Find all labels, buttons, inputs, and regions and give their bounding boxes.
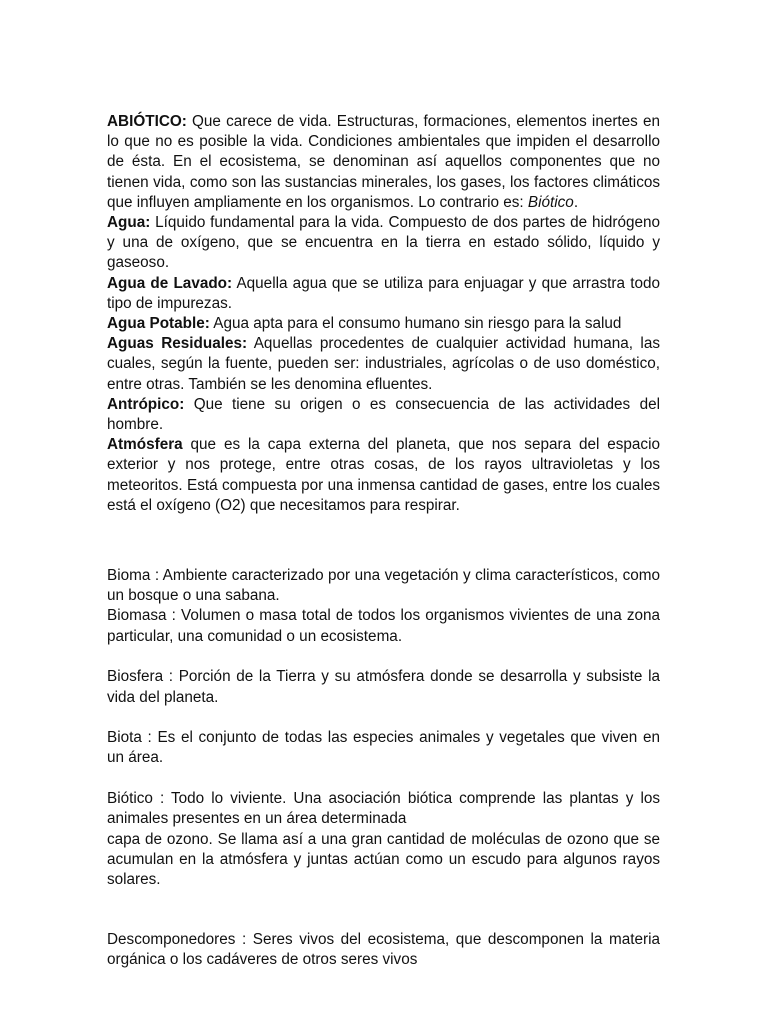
term-antropico: Antrópico: [107,395,185,413]
document-page [107,112,660,971]
spacer [107,708,660,729]
entry-bioma: Bioma : Ambiente caracterizado por una vegetación y clima característicos, como un bosque o una sabana. [107,567,660,605]
definition-agua-de-lavado: Aquella agua que se utiliza para enjuagar y que arrastra todo tipo de impurezas. [107,274,660,312]
term-abiotico: ABIÓTICO: [107,113,187,130]
definition-abiotico: Que carece de vida. Estructuras, formaciones, elementos inertes en lo que no es posible la vida. Condiciones ambientales que impiden el desarrollo de ésta. En el ecosistema, se denominan así aquellos componentes que no tienen vida, como son las sustancias minerales, los gases, los factores climáticos que influyen ampliamente en los organismos. Lo contrario es: [107,113,660,211]
entry-capa-de-ozono: capa de ozono. Se llama así a una gran cantidad de moléculas de ozono que se acumulan en la atmósfera y juntas actúan como un escudo para algunos rayos solares. [107,830,660,888]
definition-agua-potable: Agua apta para el consumo humano sin riesgo para la salud [209,315,622,333]
entry-biota: Biota : Es el conjunto de todas las especies animales y vegetales que viven en un área. [107,729,660,767]
spacer [107,647,660,668]
definition-agua: Líquido fundamental para la vida. Compuesto de dos partes de hidrógeno y una de oxígeno, que se encuentra en la tierra en estado sólido, líquido y gaseoso. [107,214,660,272]
definition-atmosfera: que es la capa externa del planeta, que nos separa del espacio exterior y nos protege, entre otras cosas, de los rayos ultravioletas y los meteoritos. Está compuesta por una inmensa cantidad de gases, entre los cuales está el oxígeno (O2) que necesitamos para respirar. [107,436,660,514]
term-agua-potable: Agua Potable: [107,315,210,333]
term-aguas-residuales: Aguas Residuales: [107,335,248,353]
term-agua-de-lavado: Agua de Lavado: [107,274,233,292]
entry-agua-potable [107,314,660,334]
entry-biotico: Biótico : Todo lo viviente. Una asociación biótica comprende las plantas y los animales presentes en un área determinada [107,790,660,828]
spacer [107,769,660,790]
term-agua: Agua: [107,214,151,232]
term-atmosfera: Atmósfera [107,436,183,454]
entry-abiotico [107,112,660,213]
entry-biosfera: Biosfera : Porción de la Tierra y su atmósfera donde se desarrolla y subsiste la vida del planeta. [107,668,660,706]
entry-antropico [107,395,660,435]
spacer [107,890,660,930]
definition-antropico: Que tiene su origen o es consecuencia de las actividades del hombre. [107,395,660,434]
entry-descomponedores: Descomponedores : Seres vivos del ecosistema, que descomponen la materia orgánica o los cadáveres de otros seres vivos [107,931,660,969]
entry-aguas-residuales [107,334,660,395]
entry-atmosfera [107,435,660,516]
definition-abiotico-end: . [573,193,579,211]
spacer [107,516,660,566]
entry-biomasa: Biomasa : Volumen o masa total de todos los organismos vivientes de una zona particular, una comunidad o un ecosistema. [107,607,660,645]
entry-agua-de-lavado [107,274,660,314]
entry-agua [107,213,660,274]
definition-aguas-residuales: Aquellas procedentes de cualquier actividad humana, las cuales, según la fuente, pueden ser: industriales, agrícolas o de uso doméstico, entre otras. También se les denomina efluentes. [107,335,660,393]
definition-abiotico-italic: Biótico [527,193,574,211]
